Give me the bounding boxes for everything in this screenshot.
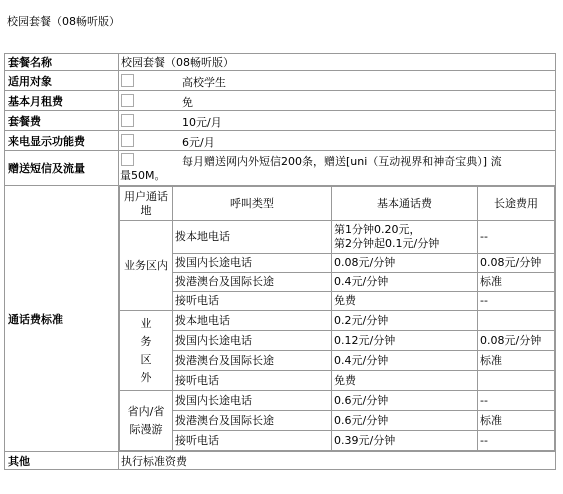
row-other: [5, 452, 556, 470]
row-caller-id: [5, 131, 556, 151]
long-fee: --: [478, 391, 555, 411]
call-type: 拨港澳台及国际长途: [173, 351, 332, 371]
package-table: [4, 53, 556, 470]
row-call-rates: [5, 186, 556, 452]
area-roaming-line1: 省内/省: [127, 404, 165, 418]
value-gift-line2: 量50M。: [120, 169, 166, 182]
call-type: 拨国内长途电话: [173, 254, 332, 273]
table-row: [120, 254, 555, 273]
checkbox[interactable]: [121, 94, 134, 107]
label-base-fee: 基本月租费: [5, 91, 119, 111]
long-fee: 标准: [478, 411, 555, 431]
long-fee: --: [478, 221, 555, 254]
table-row: [120, 371, 555, 391]
label-call-rates: 通话费标准: [5, 186, 119, 452]
page-title: 校园套餐（08畅听版）: [7, 15, 120, 28]
call-type: 拨港澳台及国际长途: [173, 273, 332, 292]
table-row: [120, 273, 555, 292]
long-fee: 标准: [478, 273, 555, 292]
long-fee: --: [478, 292, 555, 311]
call-type: 拨本地电话: [173, 311, 332, 331]
value-package-fee: 10元/月: [182, 115, 222, 129]
area-in-zone: 业务区内: [120, 221, 173, 311]
rates-table: [119, 186, 555, 451]
checkbox[interactable]: [121, 134, 134, 147]
call-type: 拨国内长途电话: [173, 391, 332, 411]
table-row: [120, 292, 555, 311]
label-package-name: 套餐名称: [5, 54, 119, 71]
checkbox[interactable]: [121, 153, 134, 166]
table-row: [120, 351, 555, 371]
area-roaming-line2: 际漫游: [129, 422, 163, 436]
label-gift: 赠送短信及流量: [5, 151, 119, 186]
row-target: [5, 71, 556, 91]
row-package-fee: [5, 111, 556, 131]
header-basic: 基本通话费: [332, 187, 478, 221]
label-caller-id: 来电显示功能费: [5, 131, 119, 151]
table-row: [120, 311, 555, 331]
basic-fee: 免费: [332, 371, 478, 391]
basic-fee: 0.2元/分钟: [332, 311, 478, 331]
label-target: 适用对象: [5, 71, 119, 91]
call-type: 接听电话: [173, 292, 332, 311]
basic-fee: 0.4元/分钟: [332, 351, 478, 371]
value-package-name: 校园套餐（08畅听版）: [119, 54, 556, 71]
long-fee: 标准: [478, 351, 555, 371]
basic-fee: 0.4元/分钟: [332, 273, 478, 292]
row-package-name: [5, 54, 556, 71]
header-type: 呼叫类型: [173, 187, 332, 221]
table-row: [120, 411, 555, 431]
value-gift-line1: 每月赠送网内外短信200条，赠送[uni（互动视界和神奇宝典）] 流: [182, 155, 502, 168]
basic-fee: 0.6元/分钟: [332, 391, 478, 411]
table-row: [120, 331, 555, 351]
area-out-zone-char: 务: [140, 334, 152, 348]
table-row: [120, 221, 555, 254]
basic-fee-line1: 第1分钟0.20元，: [334, 223, 421, 236]
area-out-zone: [120, 311, 173, 391]
basic-fee: 0.08元/分钟: [332, 254, 478, 273]
checkbox[interactable]: [121, 74, 134, 87]
long-fee: 0.08元/分钟: [478, 254, 555, 273]
rates-header-row: [120, 187, 555, 221]
area-out-zone-char: 区: [140, 352, 152, 366]
basic-fee-line2: 第2分钟起0.1元/分钟: [334, 237, 440, 250]
basic-fee: 0.12元/分钟: [332, 331, 478, 351]
area-roaming: [120, 391, 173, 451]
label-package-fee: 套餐费: [5, 111, 119, 131]
checkbox[interactable]: [121, 114, 134, 127]
long-fee: [478, 311, 555, 331]
basic-fee: 免费: [332, 292, 478, 311]
value-other: 执行标准资费: [119, 452, 556, 470]
basic-fee: [332, 221, 478, 254]
call-type: 接听电话: [173, 371, 332, 391]
value-base-fee: 免: [182, 95, 193, 109]
header-area: 用户通话地: [120, 187, 173, 221]
table-row: [120, 431, 555, 451]
value-caller-id: 6元/月: [182, 135, 215, 149]
call-type: 拨本地电话: [173, 221, 332, 254]
call-type: 拨国内长途电话: [173, 331, 332, 351]
label-other: 其他: [5, 452, 119, 470]
header-long: 长途费用: [478, 187, 555, 221]
basic-fee: 0.6元/分钟: [332, 411, 478, 431]
long-fee: [478, 371, 555, 391]
value-target: 高校学生: [182, 75, 226, 89]
long-fee: 0.08元/分钟: [478, 331, 555, 351]
area-out-zone-char: 外: [140, 370, 152, 384]
table-row: [120, 391, 555, 411]
basic-fee: 0.39元/分钟: [332, 431, 478, 451]
call-type: 接听电话: [173, 431, 332, 451]
area-out-zone-char: 业: [140, 316, 152, 330]
long-fee: --: [478, 431, 555, 451]
row-base-fee: [5, 91, 556, 111]
row-gift: [5, 151, 556, 186]
call-type: 拨港澳台及国际长途: [173, 411, 332, 431]
